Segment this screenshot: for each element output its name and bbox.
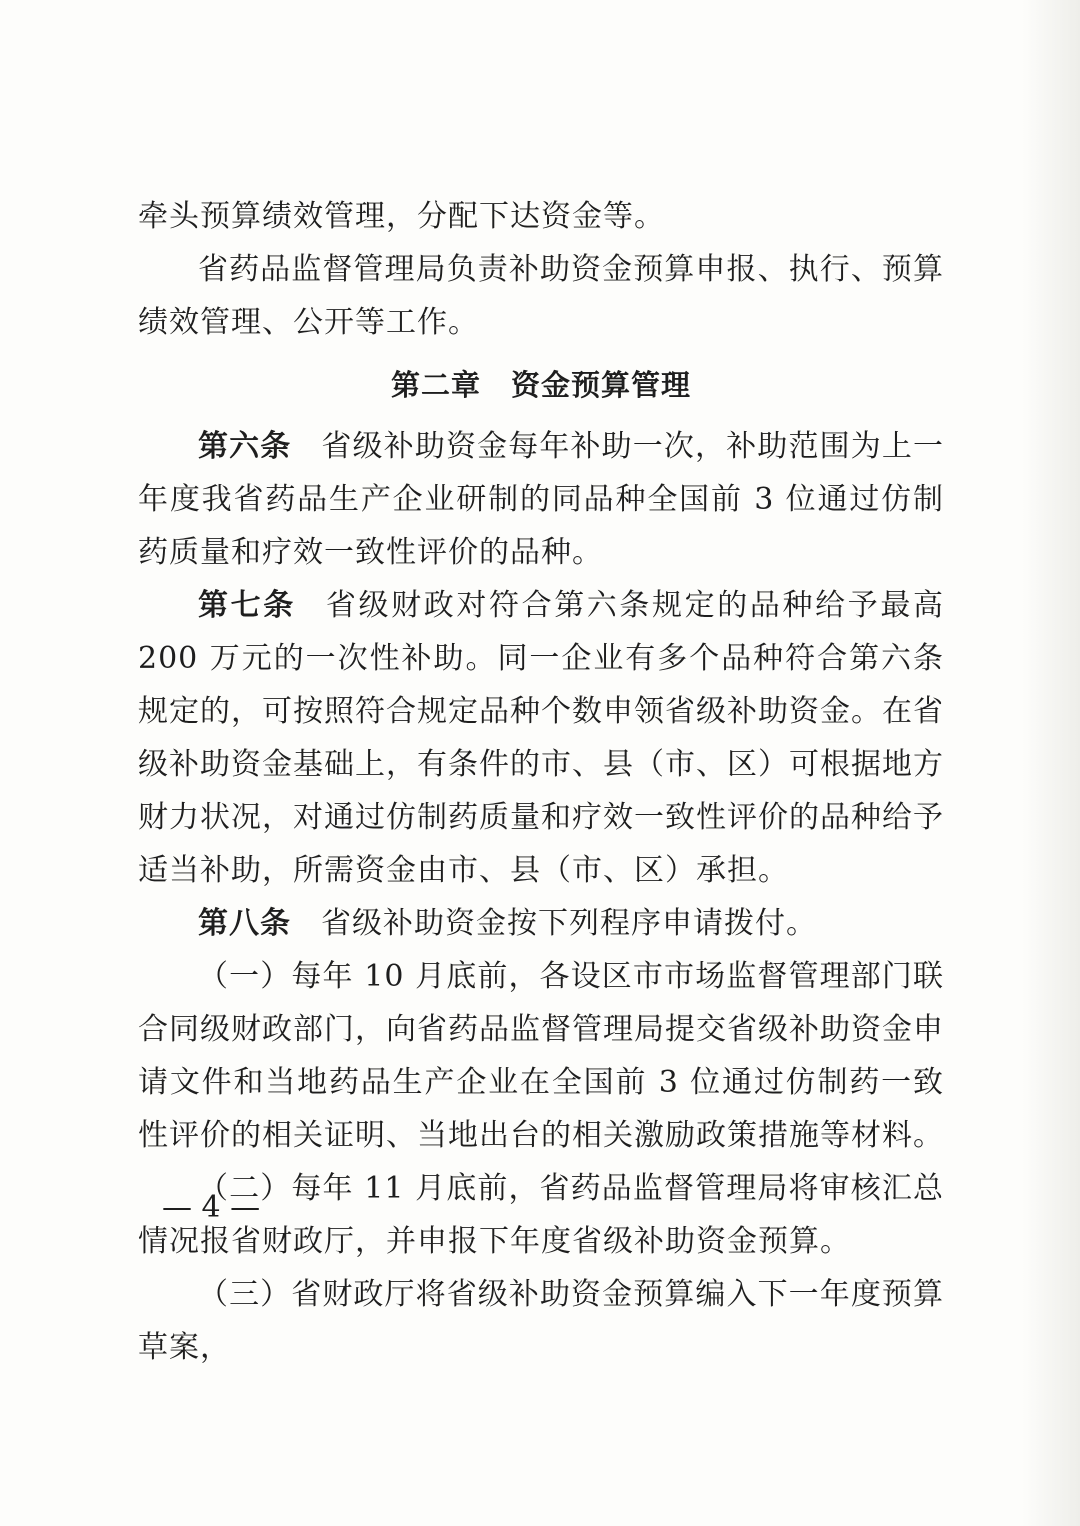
article-6 [138, 420, 944, 579]
article-7 [138, 579, 944, 897]
article-text: 省级财政对符合第六条规定的品种给予最高 200 万元的一次性补助。同一企业有多个品种符合第六条规定的，可按照符合规定品种个数申领省级补助资金。在省级补助资金基础上，有条件的市、县（市、区）可根据地方财力状况，对通过仿制药质量和疗效一致性评价的品种给予适当补助，所需资金由市、县（市、区）承担。 [138, 588, 945, 888]
page-edge-shadow [1022, 0, 1080, 1526]
article-8 [138, 897, 944, 950]
paragraph-continuation: 牵头预算绩效管理，分配下达资金等。 [138, 199, 665, 234]
page-number: — 4 — [162, 1190, 261, 1225]
article-label: 第六条 [198, 429, 292, 464]
paragraph-responsibility: 省药品监督管理局负责补助资金预算申报、执行、预算绩效管理、公开等工作。 [138, 252, 944, 340]
procedure-item-2: （二）每年 11 月底前，省药品监督管理局将审核汇总情况报省财政厅，并申报下年度省级补助资金预算。 [138, 1171, 944, 1259]
article-text: 省级补助资金每年补助一次，补助范围为上一年度我省药品生产企业研制的同品种全国前 3 位通过仿制药质量和疗效一致性评价的品种。 [138, 429, 945, 570]
article-label: 第八条 [198, 906, 291, 941]
article-text: 省级补助资金按下列程序申请拨付。 [321, 906, 817, 941]
chapter-title: 第二章 资金预算管理 [390, 368, 691, 402]
procedure-item-3: （三）省财政厅将省级补助资金预算编入下一年度预算草案， [138, 1277, 944, 1365]
article-label: 第七条 [198, 588, 296, 623]
procedure-item-1: （一）每年 10 月底前，各设区市市场监督管理部门联合同级财政部门，向省药品监督管理局提交省级补助资金申请文件和当地药品生产企业在全国前 3 位通过仿制药一致性评价的相关证明、当地出台的相关激励政策措施等材料。 [138, 959, 944, 1153]
